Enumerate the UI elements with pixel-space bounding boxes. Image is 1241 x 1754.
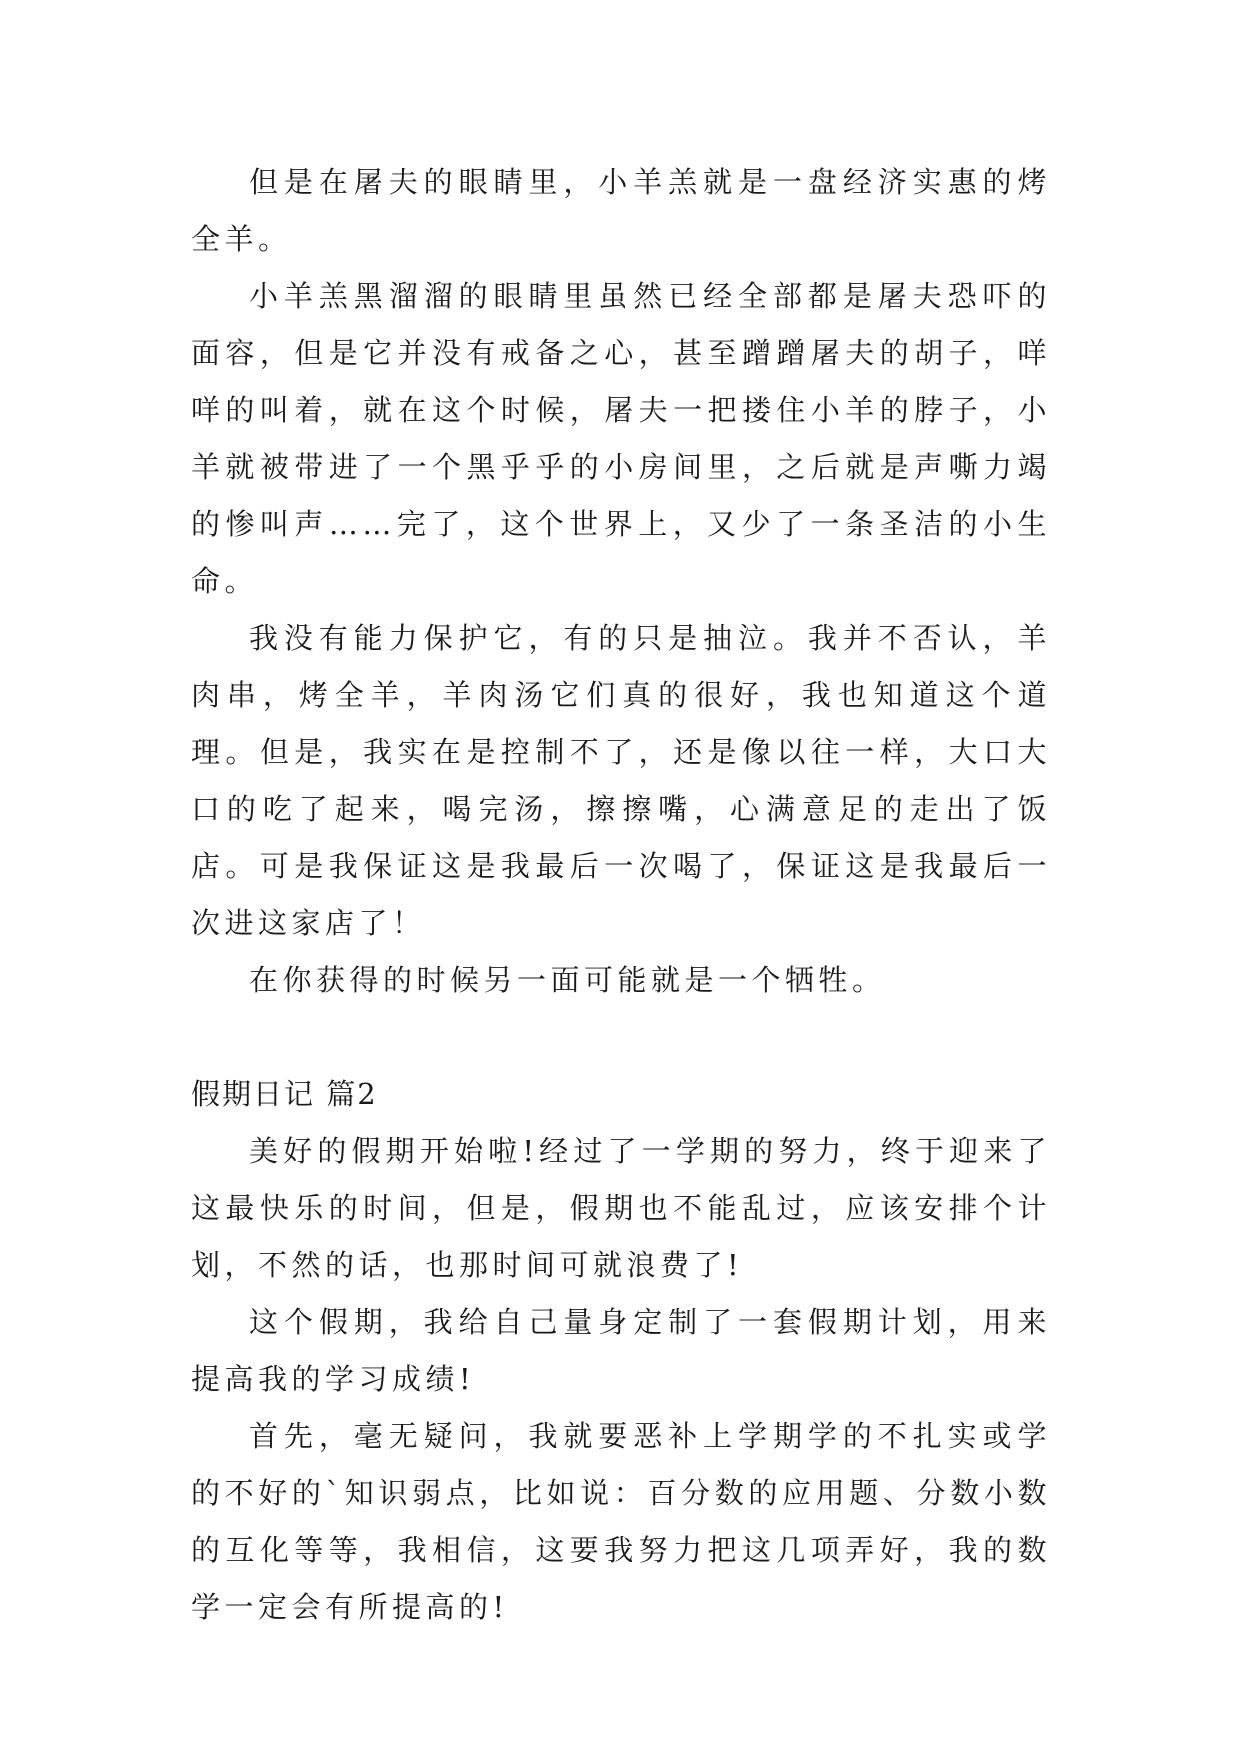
paragraph: 这个假期，我给自己量身定制了一套假期计划，用来提高我的学习成绩! <box>191 1305 1051 1396</box>
paragraph: 我没有能力保护它，有的只是抽泣。我并不否认，羊肉串，烤全羊，羊肉汤它们真的很好，我也知道这个道理。但是，我实在是控制不了，还是像以往一样，大口大口的吃了起来，喝完汤，擦擦嘴，心满意足的走出了饭店。可是我保证这是我最后一次喝了，保证这是我最后一次进这家店了！ <box>191 621 1051 940</box>
paragraph: 首先，毫无疑问，我就要恶补上学期学的不扎实或学的不好的`知识弱点，比如说：百分数的应用题、分数小数的互化等等，我相信，这要我努力把这几项弄好，我的数学一定会有所提高的! <box>191 1419 1051 1624</box>
paragraph: 在你获得的时候另一面可能就是一个牺牲。 <box>249 963 886 997</box>
paragraph: 小羊羔黑溜溜的眼睛里虽然已经全部都是屠夫恐吓的面容，但是它并没有戒备之心，甚至蹭蹭屠夫的胡子，咩咩的叫着，就在这个时候，屠夫一把搂住小羊的脖子，小羊就被带进了一个黑乎乎的小房间里，之后就是声嘶力竭的惨叫声……完了，这个世界上，又少了一条圣洁的小生命。 <box>191 279 1051 598</box>
document-body <box>191 154 1051 1636</box>
paragraph: 但是在屠夫的眼睛里，小羊羔就是一盘经济实惠的烤全羊。 <box>191 165 1051 256</box>
section-gap <box>191 1009 1051 1066</box>
paragraph: 美好的假期开始啦!经过了一学期的努力，终于迎来了这最快乐的时间，但是，假期也不能乱过，应该安排个计划，不然的话，也那时间可就浪费了! <box>191 1134 1051 1282</box>
section-heading: 假期日记 篇2 <box>191 1077 378 1111</box>
